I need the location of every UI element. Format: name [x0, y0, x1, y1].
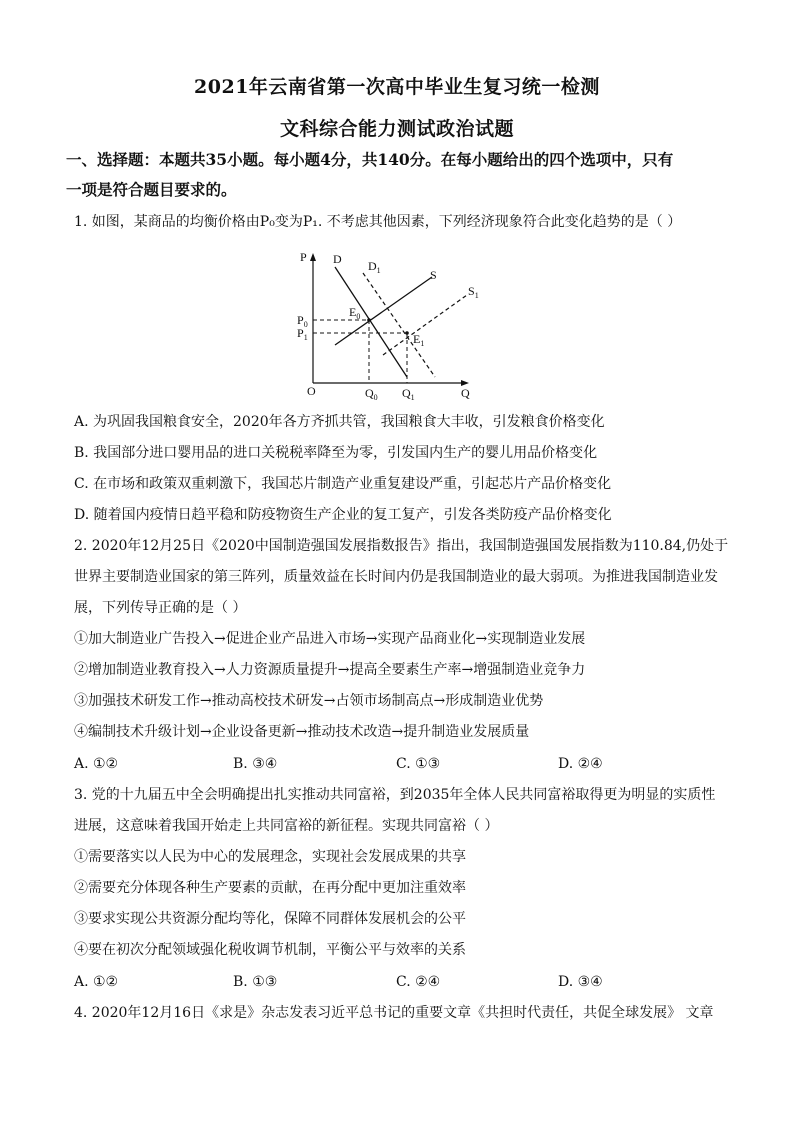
section-heading — [66, 145, 736, 205]
q2-item-3: ③加强技术研发工作→推动高校技术研发→占领市场制高点→形成制造业优势 — [74, 693, 544, 709]
label-S1: $S_1$ — [468, 284, 479, 300]
q2-choice-d: D. ②④ — [558, 756, 603, 772]
label-D1: $D_1$ — [368, 259, 381, 275]
label-D: D — [333, 252, 342, 266]
section-line-2: 一项是符合题目要求的。 — [66, 180, 237, 199]
q2-choice-b: B. ③④ — [233, 756, 278, 772]
label-Q: Q — [461, 386, 470, 400]
q3-item-2: ②需要充分体现各种生产要素的贡献，在再分配中更加注重效率 — [74, 880, 466, 896]
q3-choice-b: B. ①③ — [233, 974, 278, 990]
q2-choice-a: A. ①② — [74, 756, 119, 772]
q2-stem-line-3: 展，下列传导正确的是（ ） — [74, 600, 247, 616]
label-O: O — [307, 384, 316, 398]
q2-item-4: ④编制技术升级计划→企业设备更新→推动技术改造→提升制造业发展质量 — [74, 724, 530, 740]
q3-item-3: ③要求实现公共资源分配均等化，保障不同群体发展机会的公平 — [74, 911, 466, 927]
y-axis-arrow — [310, 253, 316, 261]
q3-item-1: ①需要落实以人民为中心的发展理念，实现社会发展成果的共享 — [74, 849, 466, 865]
label-S: S — [430, 268, 437, 282]
q1-option-d: D. 随着国内疫情日趋平稳和防疫物资生产企业的复工复产，引发各类防疫产品价格变化 — [74, 507, 612, 523]
e0-point — [367, 318, 371, 322]
q4-stem: 4. 2020年12月16日《求是》杂志发表习近平总书记的重要文章《共担时代责任，共促全球发展》 文章 — [74, 1005, 714, 1021]
label-Q0: $Q_0$ — [365, 386, 378, 400]
q2-stem-line-2: 世界主要制造业国家的第三阵列，质量效益在长时间内仍是我国制造业的最大弱项。为推进我国制造业发 — [74, 569, 718, 585]
label-E1: $E_1$ — [413, 332, 425, 348]
section-line-1: 一、选择题：本题共35小题。每小题4分，共140分。在每小题给出的四个选项中，只有 — [66, 150, 674, 169]
supply-curve-s1 — [383, 295, 467, 355]
q1-option-a: A. 为巩固我国粮食安全，2020年各方齐抓共管，我国粮食大丰收，引发粮食价格变化 — [74, 414, 605, 430]
q3-choice-c: C. ②④ — [396, 974, 441, 990]
q1-option-b: B. 我国部分进口婴用品的进口关税税率降至为零，引发国内生产的婴儿用品价格变化 — [74, 445, 598, 461]
supply-demand-diagram — [285, 245, 485, 400]
q3-choice-a: A. ①② — [74, 974, 119, 990]
label-Q1: $Q_1$ — [402, 386, 415, 400]
q2-stem-line-1: 2. 2020年12月25日《2020中国制造强国发展指数报告》指出，我国制造强国发展指数为110.84,仍处于 — [74, 538, 729, 554]
label-P: P — [300, 250, 307, 264]
label-P0: $P_0$ — [297, 313, 308, 329]
e1-point — [405, 331, 409, 335]
q3-item-4: ④要在初次分配领域强化税收调节机制，平衡公平与效率的关系 — [74, 942, 466, 958]
label-P1: $P_1$ — [297, 326, 308, 342]
label-E0: $E_0$ — [349, 305, 361, 321]
q3-stem-line-2: 进展，这意味着我国开始走上共同富裕的新征程。实现共同富裕（ ） — [74, 818, 499, 834]
q2-choice-c: C. ①③ — [396, 756, 441, 772]
q1-option-c: C. 在市场和政策双重刺激下，我国芯片制造产业重复建设严重，引起芯片产品价格变化 — [74, 476, 612, 492]
q2-item-1: ①加大制造业广告投入→促进企业产品进入市场→实现产品商业化→实现制造业发展 — [74, 631, 586, 647]
q3-choice-d: D. ③④ — [558, 974, 603, 990]
paper-subtitle: 文科综合能力测试政治试题 — [279, 118, 514, 140]
q3-stem-line-1: 3. 党的十九届五中全会明确提出扎实推动共同富裕，到2035年全体人民共同富裕取得更为明显的实质性 — [74, 787, 716, 803]
q2-item-2: ②增加制造业教育投入→人力资源质量提升→提高全要素生产率→增强制造业竞争力 — [74, 662, 586, 678]
paper-title: 2021年云南省第一次高中毕业生复习统一检测 — [194, 76, 600, 98]
q1-stem: 1. 如图，某商品的均衡价格由P₀变为P₁. 不考虑其他因素，下列经济现象符合此变化趋势的是（ ） — [74, 214, 682, 230]
